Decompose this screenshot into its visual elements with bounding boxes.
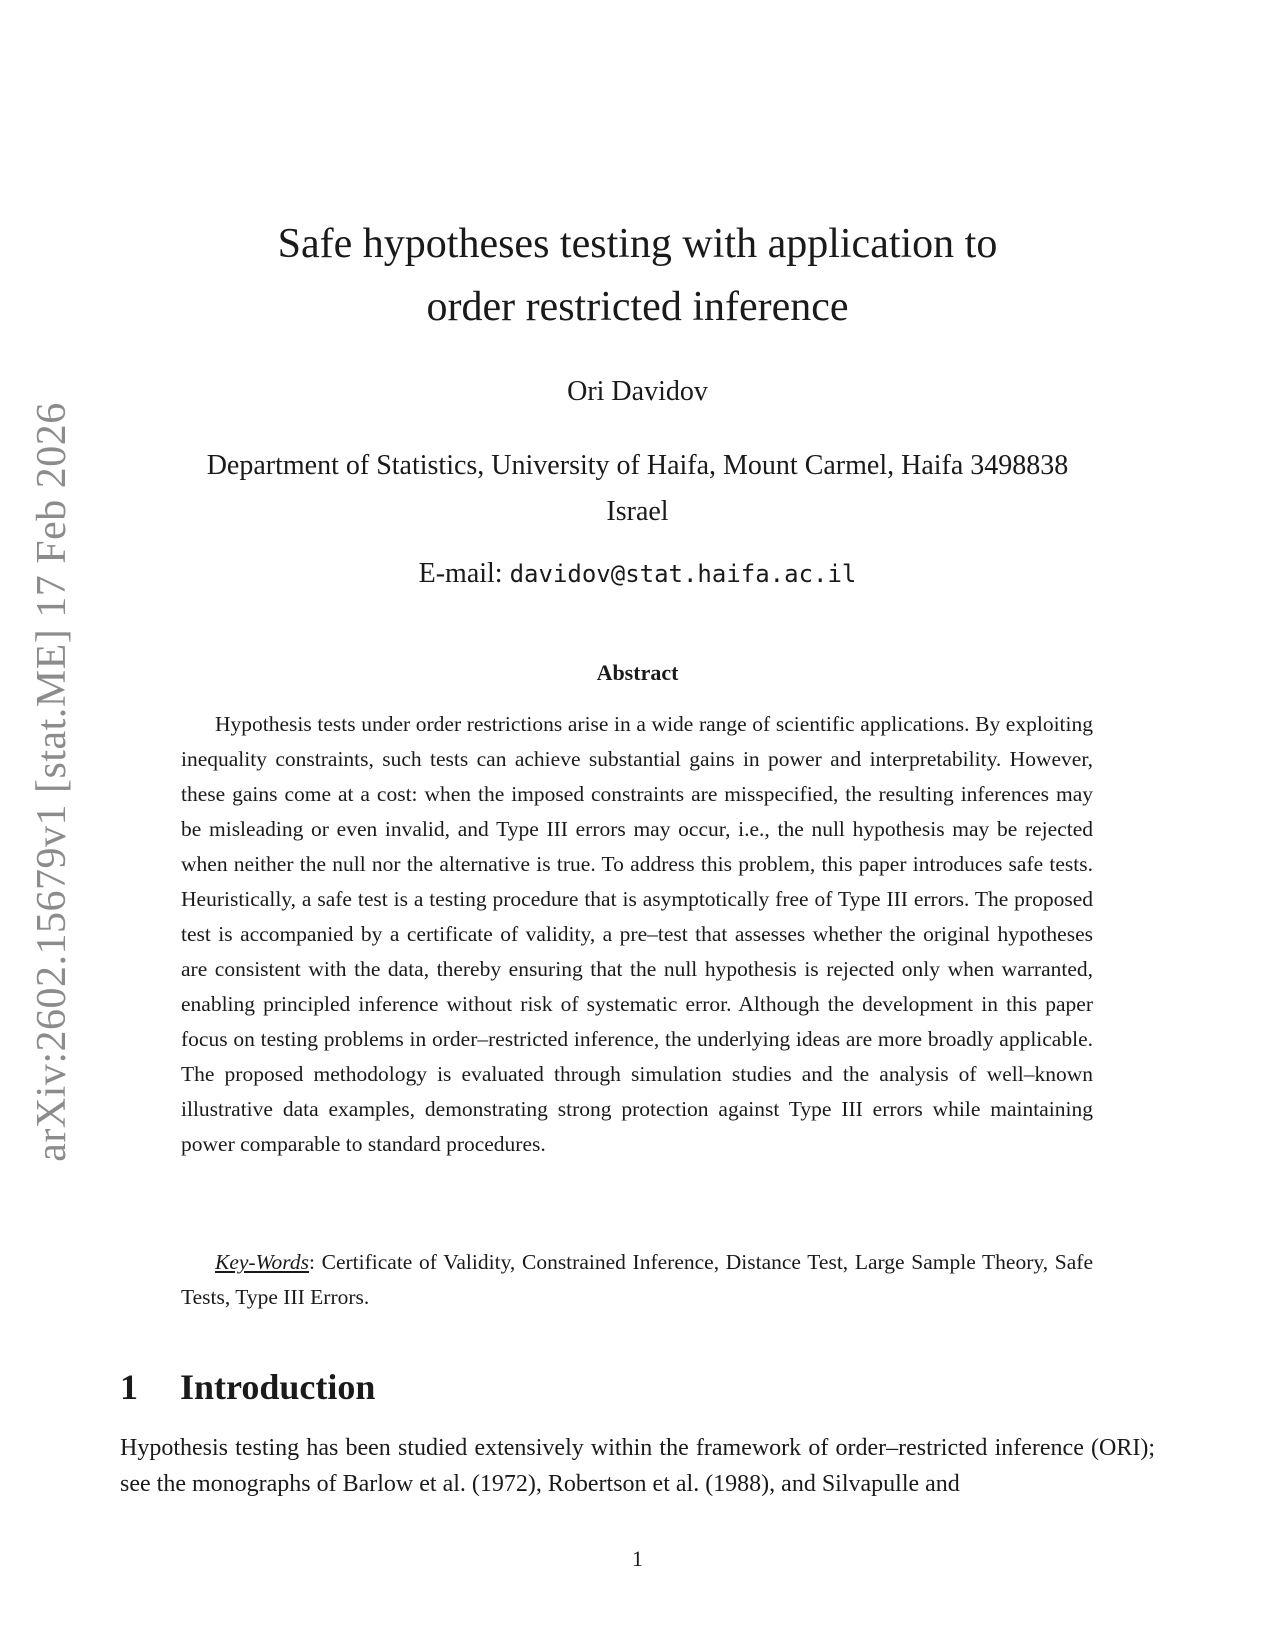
affiliation-line-1: Department of Statistics, University of Haifa, Mount Carmel, Haifa 3498838 [206,450,1069,481]
section-number: 1 [120,1367,138,1407]
email-label: E-mail: [418,558,510,589]
section-heading-introduction [120,1366,375,1408]
paper-title-line-1: Safe hypotheses testing with application to [277,221,998,267]
paper-title-line-2: order restricted inference [426,284,849,330]
arxiv-identifier-stamp: arXiv:2602.15679v1 [stat.ME] 17 Feb 2026 [29,402,75,1162]
email-address-link[interactable]: davidov@stat.haifa.ac.il [509,560,857,588]
keywords-label: Key-Words [215,1250,309,1274]
introduction-text: Hypothesis testing has been studied extensively within the framework of order–restricted inference (ORI); see the monographs of Barlow et al. (1972), Robertson et al. (1988), and Silvapulle and [120,1435,1155,1497]
author-name: Ori Davidov [567,376,708,407]
author-email [150,558,1125,590]
keywords-list: : Certificate of Validity, Constrained Inference, Distance Test, Large Sample Theory, Safe Tests, Type III Errors. [181,1250,1093,1309]
section-title: Introduction [180,1367,376,1407]
author-affiliation [120,443,1155,535]
page-number: 1 [632,1546,643,1571]
affiliation-line-2: Israel [606,496,669,527]
keywords-paragraph [181,1245,1093,1315]
abstract-heading: Abstract [596,660,679,685]
paper-title [150,213,1125,339]
abstract-text: Hypothesis tests under order restrictions arise in a wide range of scientific applications. By exploiting inequality constraints, such tests can achieve substantial gains in power and interpretability. However, these gains come at a cost: when the imposed constraints are misspecified, the resulting inferences may be misleading or even invalid, and Type III errors may occur, i.e., the null hypothesis may be rejected when neither the null nor the alternative is true. To address this problem, this paper introduces safe tests. Heuristically, a safe test is a testing procedure that is asymptotically free of Type III errors. The proposed test is accompanied by a certificate of validity, a pre–test that assesses whether the original hypotheses are consistent with the data, thereby ensuring that the null hypothesis is rejected only when warranted, enabling principled inference without risk of systematic error. Although the development in this paper focus on testing problems in order–restricted inference, the underlying ideas are more broadly applicable. The proposed methodology is evaluated through simulation studies and the analysis of well–known illustrative data examples, demonstrating strong protection against Type III errors while maintaining power comparable to standard procedures. [181,712,1093,1156]
